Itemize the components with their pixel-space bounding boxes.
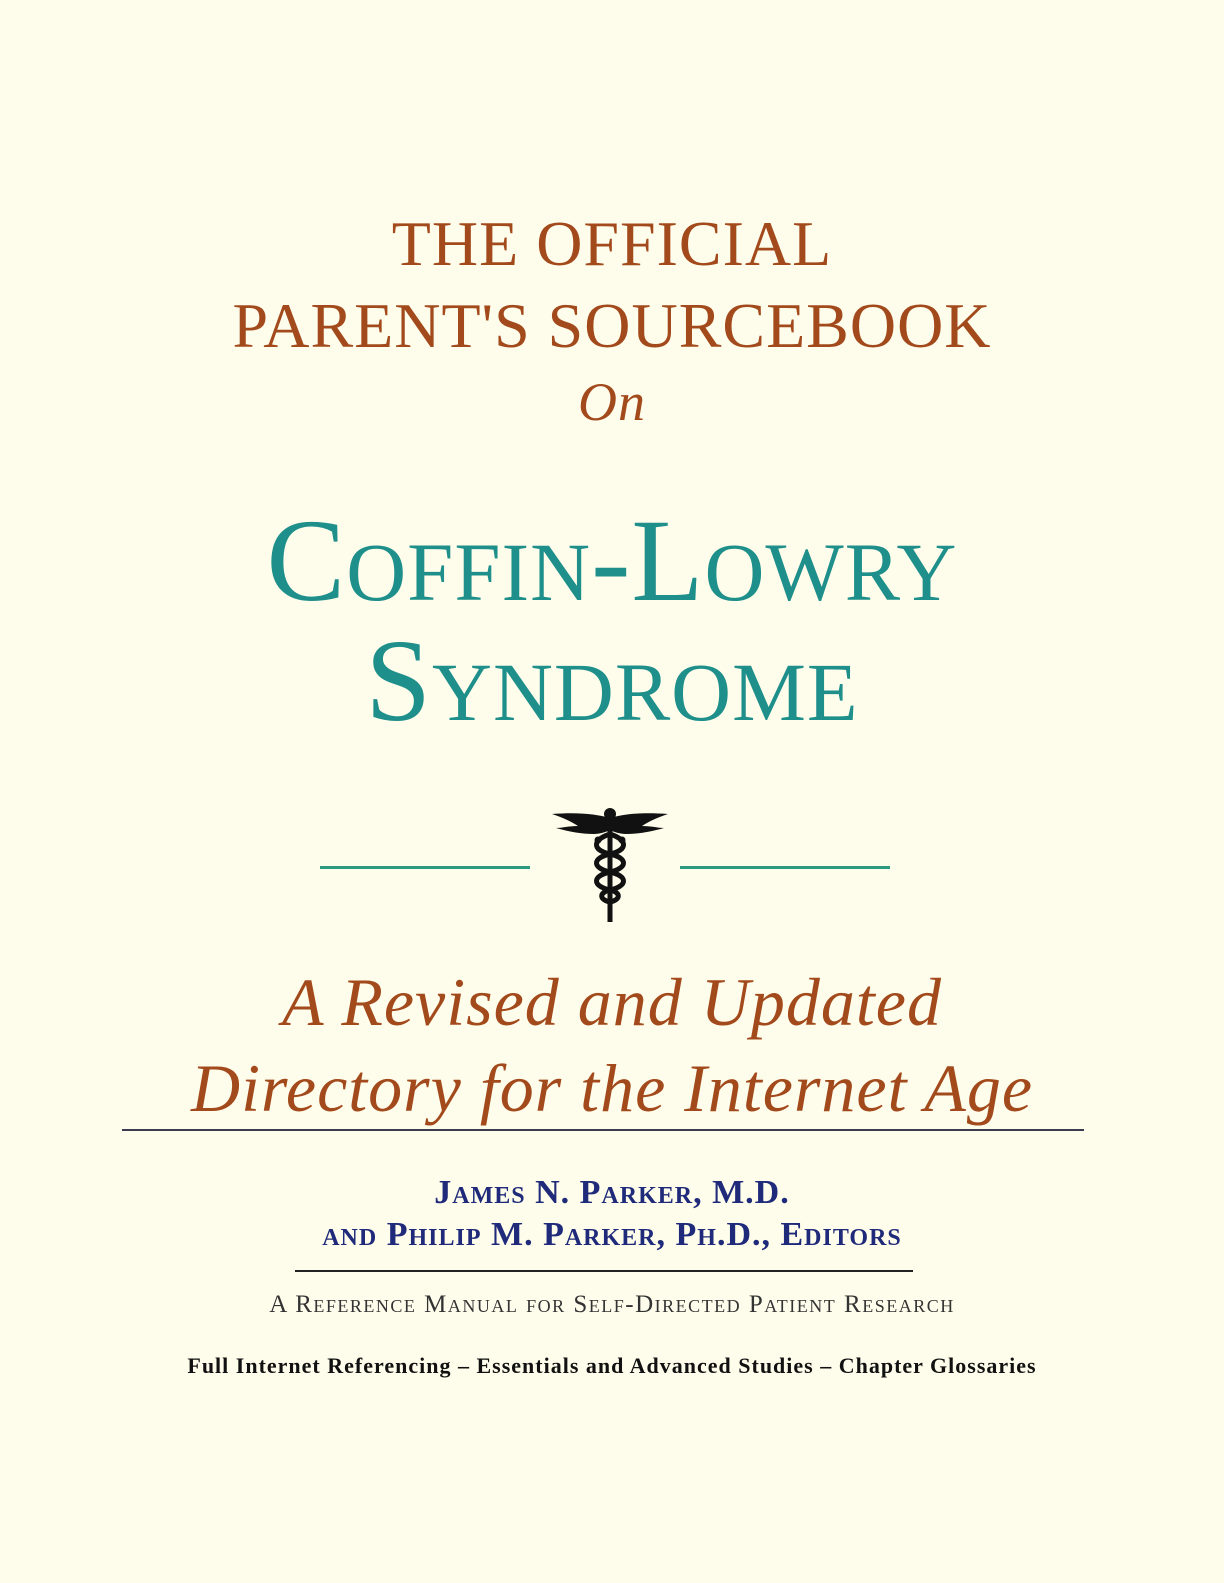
editors-line-2: and Philip M. Parker, Ph.D., Editors [322, 1216, 902, 1253]
series-title-line-2: PARENT'S SOURCEBOOK [232, 290, 992, 361]
series-title-line-1: THE OFFICIAL [391, 208, 833, 279]
main-title-line-1: Coffin-Lowry [266, 495, 958, 626]
subtitle-line-2: Directory for the Internet Age [190, 1050, 1033, 1126]
tagline: A Reference Manual for Self-Directed Patient Research [269, 1291, 955, 1318]
main-title-line-2: Syndrome [365, 615, 859, 746]
series-title-on: On [578, 372, 646, 432]
divider-right [680, 866, 890, 869]
caduceus-icon [548, 804, 672, 924]
divider-left [320, 866, 530, 869]
features-line: Full Internet Referencing – Essentials and Advanced Studies – Chapter Glossaries [187, 1353, 1037, 1378]
subtitle-line-1: A Revised and Updated [282, 964, 942, 1040]
editors-line-1: James N. Parker, M.D. [434, 1174, 790, 1211]
editors-rule [295, 1270, 913, 1272]
subtitle-rule [122, 1129, 1084, 1131]
